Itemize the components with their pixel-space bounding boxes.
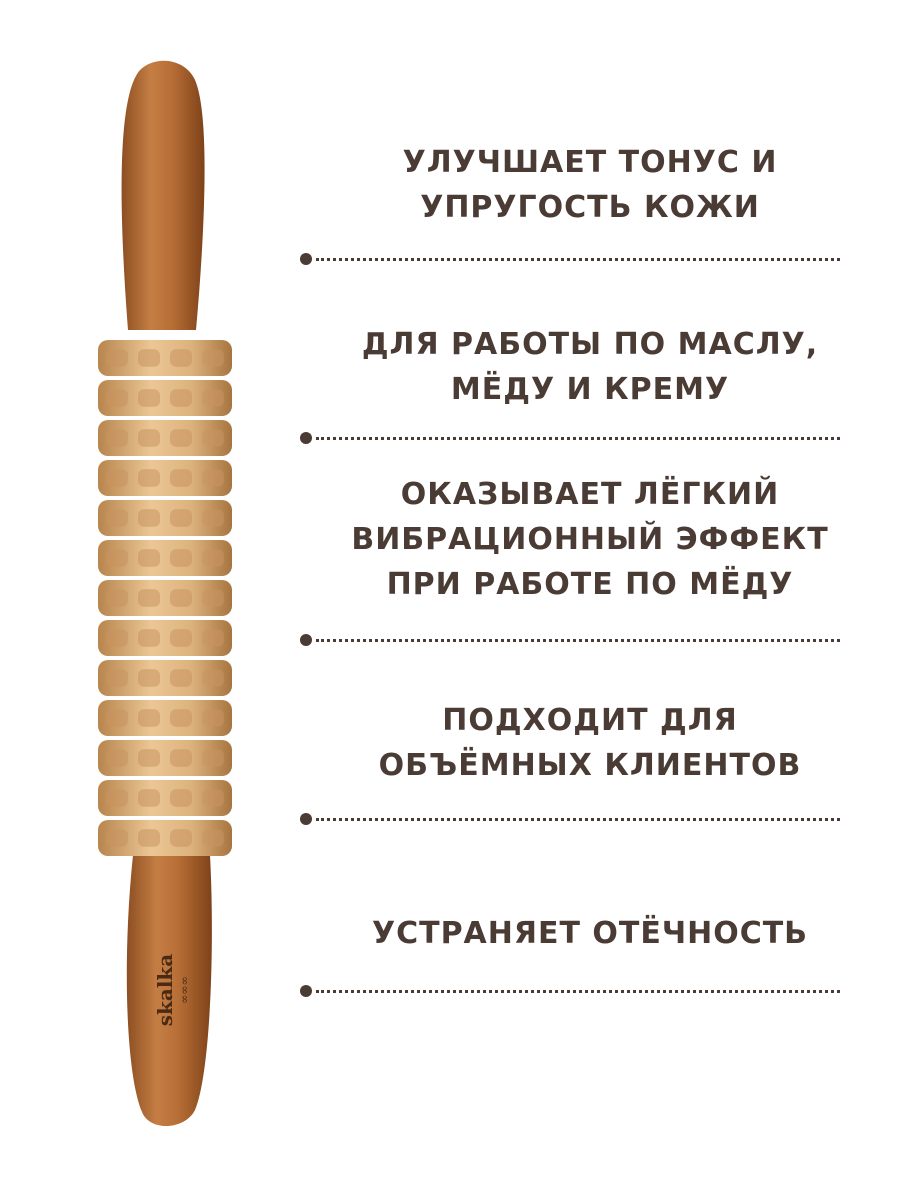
roller-nub (170, 429, 192, 447)
brand-mark: skalka (153, 953, 177, 1027)
feature-3-line-2: ВИБРАЦИОННЫЙ ЭФФЕКТ (351, 522, 829, 557)
feature-4-line-1: ПОДХОДИТ ДЛЯ (442, 703, 738, 738)
roller-nub (202, 469, 224, 487)
bullet-dot-icon (300, 634, 312, 646)
roller-nub (170, 789, 192, 807)
divider-5 (300, 985, 840, 997)
roller-nub (106, 589, 128, 607)
roller-nub (138, 589, 160, 607)
roller-nub (170, 749, 192, 767)
roller-nub (138, 789, 160, 807)
massage-roller-image (0, 0, 300, 1200)
roller-nub (106, 629, 128, 647)
roller-nub (106, 549, 128, 567)
roller-nub (170, 829, 192, 847)
feature-5 (330, 911, 850, 956)
roller-nub (138, 509, 160, 527)
roller-nub (106, 669, 128, 687)
roller-nub (202, 829, 224, 847)
roller-nub (106, 389, 128, 407)
roller-nub (170, 629, 192, 647)
roller-nub (106, 429, 128, 447)
feature-1-line-2: УПРУГОСТЬ КОЖИ (420, 190, 760, 225)
roller-nub (170, 709, 192, 727)
roller-nub (202, 429, 224, 447)
roller-nub (106, 829, 128, 847)
top-handle (122, 61, 205, 330)
roller-nub (202, 389, 224, 407)
roller-nub (202, 789, 224, 807)
feature-3-line-3: ПРИ РАБОТЕ ПО МЁДУ (386, 567, 794, 602)
bullet-dot-icon (300, 253, 312, 265)
roller-nub (202, 589, 224, 607)
feature-4 (330, 698, 850, 788)
roller-nub (138, 429, 160, 447)
roller-nub (202, 709, 224, 727)
divider-4 (300, 813, 840, 825)
roller-nub (202, 749, 224, 767)
roller-body (98, 340, 232, 856)
roller-nub (202, 549, 224, 567)
bullet-dot-icon (300, 432, 312, 444)
roller-nub (138, 389, 160, 407)
divider-3 (300, 634, 840, 646)
roller-nub (106, 709, 128, 727)
roller-nub (170, 589, 192, 607)
svg-text:∞∞∞: ∞∞∞ (178, 976, 191, 1004)
bullet-dot-icon (300, 985, 312, 997)
roller-nub (170, 669, 192, 687)
roller-nub (202, 509, 224, 527)
roller-nub (170, 469, 192, 487)
roller-nub (138, 829, 160, 847)
bullet-dot-icon (300, 813, 312, 825)
roller-nub (170, 349, 192, 367)
roller-nub (170, 549, 192, 567)
roller-nub (106, 509, 128, 527)
roller-nub (138, 709, 160, 727)
roller-nub (170, 509, 192, 527)
feature-3-line-1: ОКАЗЫВАЕТ ЛЁГКИЙ (400, 477, 780, 512)
roller-nub (202, 349, 224, 367)
feature-5-line-1: УСТРАНЯЕТ ОТЁЧНОСТЬ (371, 916, 809, 951)
divider-2 (300, 432, 840, 444)
roller-nub (138, 349, 160, 367)
roller-nub (138, 549, 160, 567)
roller-nub (106, 349, 128, 367)
roller-nub (138, 669, 160, 687)
roller-nub (106, 749, 128, 767)
divider-1 (300, 253, 840, 265)
roller-nub (170, 389, 192, 407)
feature-4-line-2: ОБЪЁМНЫХ КЛИЕНТОВ (378, 748, 802, 783)
roller-nub (106, 789, 128, 807)
feature-1 (330, 140, 850, 230)
roller-nub (202, 629, 224, 647)
feature-2 (330, 322, 850, 412)
roller-nub (138, 469, 160, 487)
roller-nub (106, 469, 128, 487)
feature-2-line-1: ДЛЯ РАБОТЫ ПО МАСЛУ, (361, 327, 819, 362)
roller-nub (138, 629, 160, 647)
feature-2-line-2: МЁДУ И КРЕМУ (450, 372, 730, 407)
feature-1-line-1: УЛУЧШАЕТ ТОНУС И (402, 145, 778, 180)
roller-nub (138, 749, 160, 767)
roller-nub (202, 669, 224, 687)
feature-3 (330, 472, 850, 607)
